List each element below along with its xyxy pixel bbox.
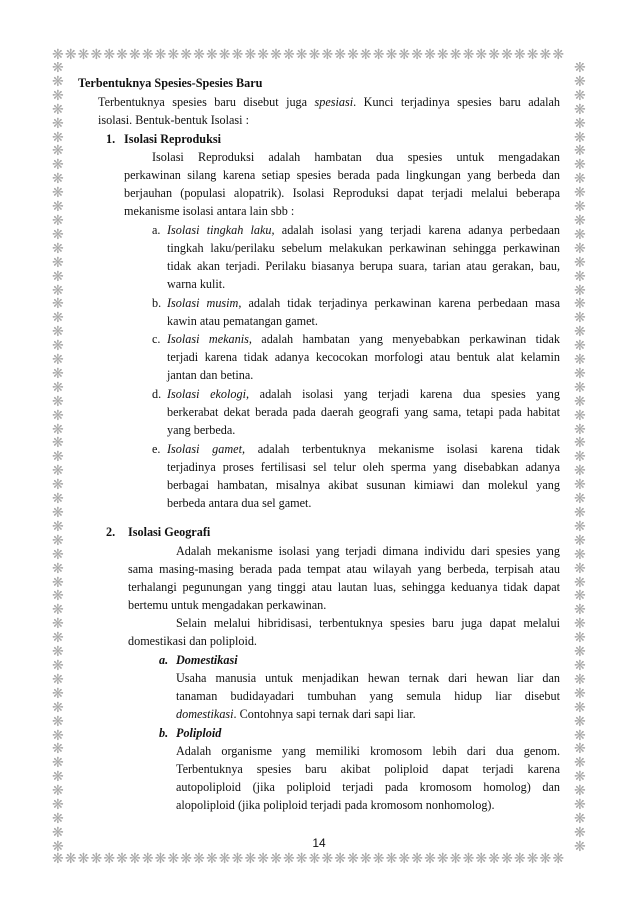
- intro-text: Terbentuknya spesies baru disebut juga: [98, 95, 315, 109]
- item-text: adalah terbentuknya mekanisme isolasi karena tidak: [245, 442, 560, 456]
- subitem-term: domestikasi: [176, 707, 234, 721]
- section-1-paragraph-line: mekanisme isolasi antara lain sbb :: [124, 204, 295, 218]
- section-1-number: 1.: [106, 132, 116, 146]
- item-line: warna kulit.: [167, 277, 226, 291]
- section-2-paragraph-line: Selain melalui hibridisasi, terbentuknya spesies baru juga dapat melalui: [176, 616, 560, 630]
- item-line: berkerabat dekat berada pada daerah geografi yang sama, tetapi pada habitat: [167, 405, 560, 419]
- section-2-number: 2.: [106, 525, 116, 539]
- page-number: 14: [312, 836, 326, 850]
- intro-line-1: [98, 93, 560, 112]
- item-text: adalah isolasi yang terjadi karena dua spesies yang: [249, 387, 560, 401]
- item-term: Isolasi tingkah laku,: [167, 223, 275, 237]
- page-title: Terbentuknya Spesies-Spesies Baru: [78, 76, 263, 90]
- section-2-paragraph-line: terhalangi pegunungan yang tinggi atau lautan luas, sehingga keduanya tidak dapat: [128, 580, 560, 594]
- item-line: jantan dan betina.: [167, 368, 254, 382]
- subitem-line: alopoliploid (jika poliploid terjadi pada kromosom nonhomolog).: [176, 798, 495, 812]
- item-line: terjadi karena tidak adanya kecocokan morfologi atau bentuk alat kelamin: [167, 350, 560, 364]
- item-first-line: [167, 294, 560, 313]
- item-line: terjadinya proses fertilisasi sel telur oleh sperma yang disebabkan adanya: [167, 460, 560, 474]
- item-text: adalah isolasi yang terjadi karena adanya perbedaan: [274, 223, 561, 237]
- subitem-text: . Contohnya sapi ternak dari sapi liar.: [233, 707, 416, 721]
- item-letter: d.: [152, 387, 162, 401]
- item-letter: a.: [152, 223, 161, 237]
- item-text: adalah hambatan yang menyebabkan perkawinan tidak: [251, 332, 560, 346]
- subitem-letter: a.: [159, 653, 169, 667]
- item-term: Isolasi musim,: [167, 296, 242, 310]
- subitem-heading-domestikasi: Domestikasi: [176, 653, 238, 667]
- section-2-paragraph-line: Adalah mekanisme isolasi yang terjadi dimana individu dari spesies yang: [176, 544, 560, 558]
- subitem-line: Adalah organisme yang memiliki kromosom lebih dari dua genom.: [176, 744, 560, 758]
- section-2-paragraph-line: sama masing-masing berada pada tempat atau wilayah yang berbeda, terpisah atau: [128, 562, 560, 576]
- item-letter: b.: [152, 296, 162, 310]
- item-letter: c.: [152, 332, 161, 346]
- item-line: tidak akan terjadi. Perilaku biasanya berupa suara, tarian atau gerakan, bau,: [167, 259, 560, 273]
- intro-line-2: isolasi. Bentuk-bentuk Isolasi :: [98, 113, 249, 127]
- subitem-line: Terbentuknya spesies baru akibat poliploid dapat terjadi karena: [176, 762, 560, 776]
- section-1-heading: Isolasi Reproduksi: [124, 132, 221, 146]
- section-2-paragraph-line: bertemu untuk mengadakan perkawinan.: [128, 598, 327, 612]
- item-first-line: [167, 221, 560, 240]
- item-first-line: [167, 385, 560, 404]
- intro-term-spesiasi: spesiasi: [314, 95, 354, 109]
- item-text: adalah tidak terjadinya perkawinan karena perbedaan masa: [241, 296, 560, 310]
- item-line: kawin atau pematangan gamet.: [167, 314, 318, 328]
- item-line: berbagai hambatan, misalnya akibat susunan kimiawi dan molekul yang: [167, 478, 560, 492]
- subitem-line: tanaman budidayadari tumbuhan yang semula hidup liar disebut: [176, 689, 560, 703]
- subitem-line: autopoliploid (jika poliploid terjadi pada kromosom homolog) dan: [176, 780, 560, 794]
- subitem-heading-poliploid: Poliploid: [176, 726, 222, 740]
- section-1-paragraph-line: perkawinan silang karena setiap spesies berada pada lingkungan yang berbeda dan: [124, 168, 560, 182]
- item-term: Isolasi mekanis,: [167, 332, 252, 346]
- item-term: Isolasi gamet,: [167, 442, 246, 456]
- section-1-paragraph-line: Isolasi Reproduksi adalah hambatan dua spesies untuk mengadakan: [152, 150, 560, 164]
- item-line: tingkah laku/perilaku sebelum melakukan perkawinan sehingga perkawinan: [167, 241, 560, 255]
- page-border-right: ❋❋❋❋❋❋❋❋❋❋❋❋❋❋❋❋❋❋❋❋❋❋❋❋❋❋❋❋❋❋❋❋❋❋❋❋❋❋❋❋❋❋❋❋❋❋❋❋❋❋❋❋❋❋❋❋❋: [574, 62, 586, 852]
- subitem-line: Usaha manusia untuk menjadikan hewan ternak dari hewan liar dan: [176, 671, 560, 685]
- page-border-top: ❋❋❋❋❋❋❋❋❋❋❋❋❋❋❋❋❋❋❋❋❋❋❋❋❋❋❋❋❋❋❋❋❋❋❋❋❋❋❋❋: [52, 48, 566, 63]
- page-border-left: ❋❋❋❋❋❋❋❋❋❋❋❋❋❋❋❋❋❋❋❋❋❋❋❋❋❋❋❋❋❋❋❋❋❋❋❋❋❋❋❋❋❋❋❋❋❋❋❋❋❋❋❋❋❋❋❋❋: [52, 62, 64, 852]
- section-1-paragraph-line: berjauhan (populasi alopatrik). Isolasi Reproduksi dapat terjadi melalui beberapa: [124, 186, 560, 200]
- subitem-line: [176, 705, 416, 724]
- section-2-heading: Isolasi Geografi: [128, 525, 211, 539]
- section-2-paragraph-line: domestikasi dan poliploid.: [128, 634, 257, 648]
- intro-text: . Kunci terjadinya spesies baru adalah: [353, 95, 561, 109]
- item-line: berbeda antara dua sel gamet.: [167, 496, 312, 510]
- item-letter: e.: [152, 442, 161, 456]
- item-line: yang berbeda.: [167, 423, 236, 437]
- page-border-bottom: ❋❋❋❋❋❋❋❋❋❋❋❋❋❋❋❋❋❋❋❋❋❋❋❋❋❋❋❋❋❋❋❋❋❋❋❋❋❋❋❋: [52, 852, 566, 867]
- item-first-line: [167, 440, 560, 459]
- item-term: Isolasi ekologi,: [167, 387, 250, 401]
- subitem-letter: b.: [159, 726, 169, 740]
- item-first-line: [167, 330, 560, 349]
